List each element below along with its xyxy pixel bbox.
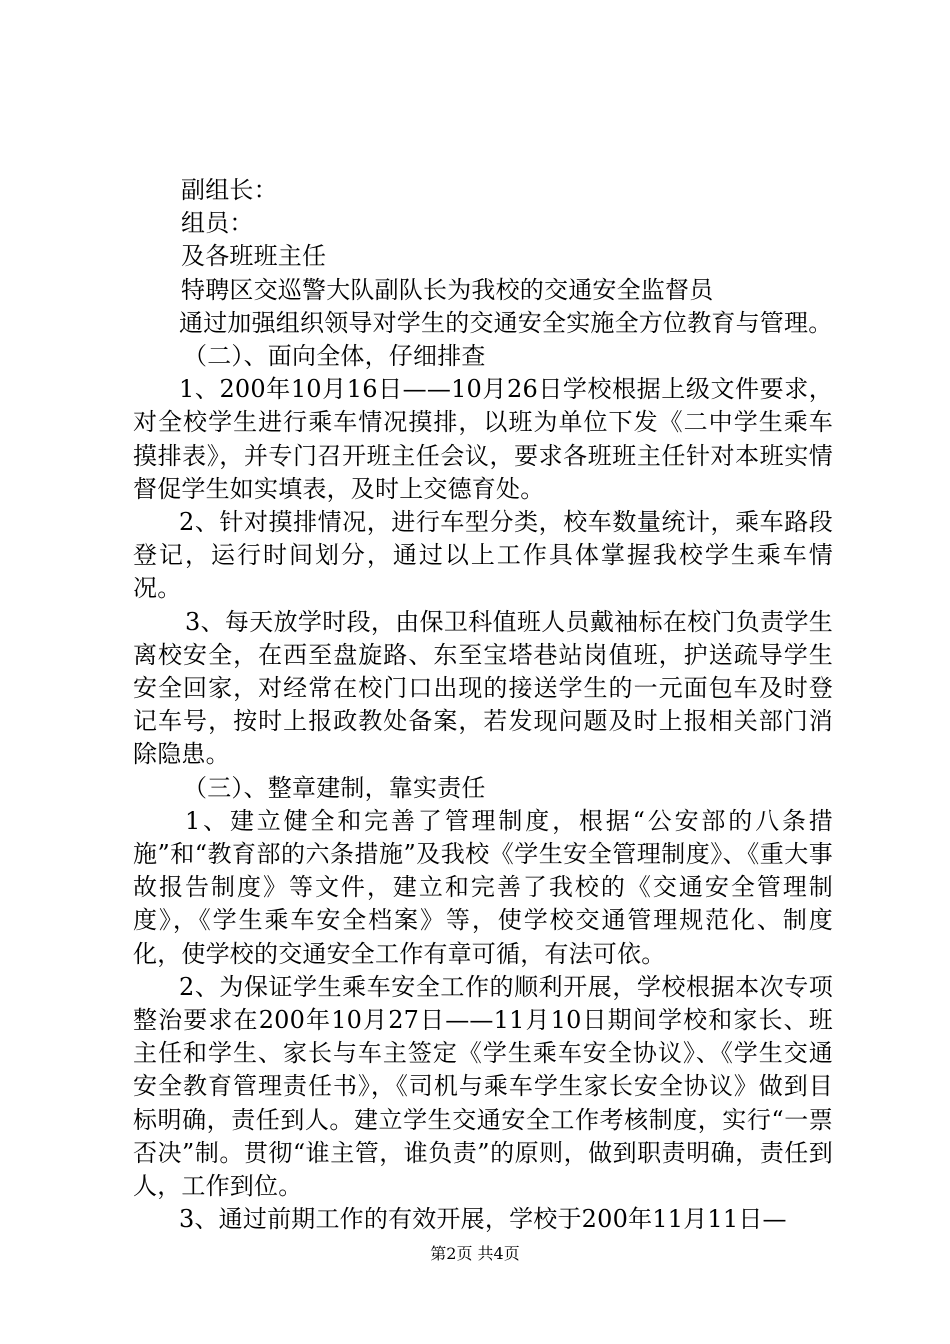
paragraph-s3-item-3: 3、通过前期工作的有效开展，学校于200年11月11日— [179,1205,787,1234]
paragraph-s2-item-1: 1、200年10月16日——10月26日学校根据上级文件要求，对全校学生进行乘车情况摸排，以班为单位下发《二中学生乘车摸排表》，并专门召开班主任会议，要求各班班主任针对本班实情督促学生如实填表，及时上交德育处。 [133,375,833,503]
paragraph-s3-item-2: 2、为保证学生乘车安全工作的顺利开展，学校根据本次专项整治要求在200年10月27日——11月10日期间学校和家长、班主任和学生、家长与车主签定《学生乘车安全协议》、《学生交通安全教育管理责任书》，《司机与乘车学生家长安全协议》做到目标明确，责任到人。建立学生交通安全工作考核制度，实行“一票否决”制。贯彻“谁主管，谁负责”的原则，做到职责明确，责任到人，工作到位。 [133,972,833,1201]
paragraph-members: 组员： [181,209,254,238]
paragraph-s2-item-3: 3、每天放学时段，由保卫科值班人员戴袖标在校门负责学生离校安全，在西至盘旋路、东至宝塔巷站岗值班，护送疏导学生安全回家，对经常在校门口出现的接送学生的一元面包车及时登记车号，按时上报政教处备案，若发现问题及时上报相关部门消除隐患。 [133,607,833,769]
paragraph-s2-item-2: 2、针对摸排情况，进行车型分类，校车数量统计，乘车路段登记，运行时间划分，通过以上工作具体掌握我校学生乘车情况。 [133,508,833,603]
paragraph-leadership: 通过加强组织领导对学生的交通安全实施全方位教育与管理。 [179,308,833,337]
paragraph-section-2-heading: （二）、面向全体，仔细排查 [183,342,486,371]
paragraph-class-heads: 及各班班主任 [181,242,327,271]
paragraph-vice-leader: 副组长： [181,176,278,204]
page-footer: 第2页 共4页 [430,1244,520,1263]
document-body [133,174,833,1237]
paragraph-s3-item-1: 1、建立健全和完善了管理制度，根据“公安部的八条措施”和“教育部的六条措施”及我校《学生安全管理制度》、《重大事故报告制度》等文件，建立和完善了我校的《交通安全管理制度》，《学生乘车安全档案》等，使学校交通管理规范化、制度化，使学校的交通安全工作有章可循，有法可依。 [133,806,833,968]
paragraph-section-3-heading: （三）、整章建制，靠实责任 [183,773,486,802]
paragraph-supervisor: 特聘区交巡警大队副队长为我校的交通安全监督员 [181,275,714,304]
